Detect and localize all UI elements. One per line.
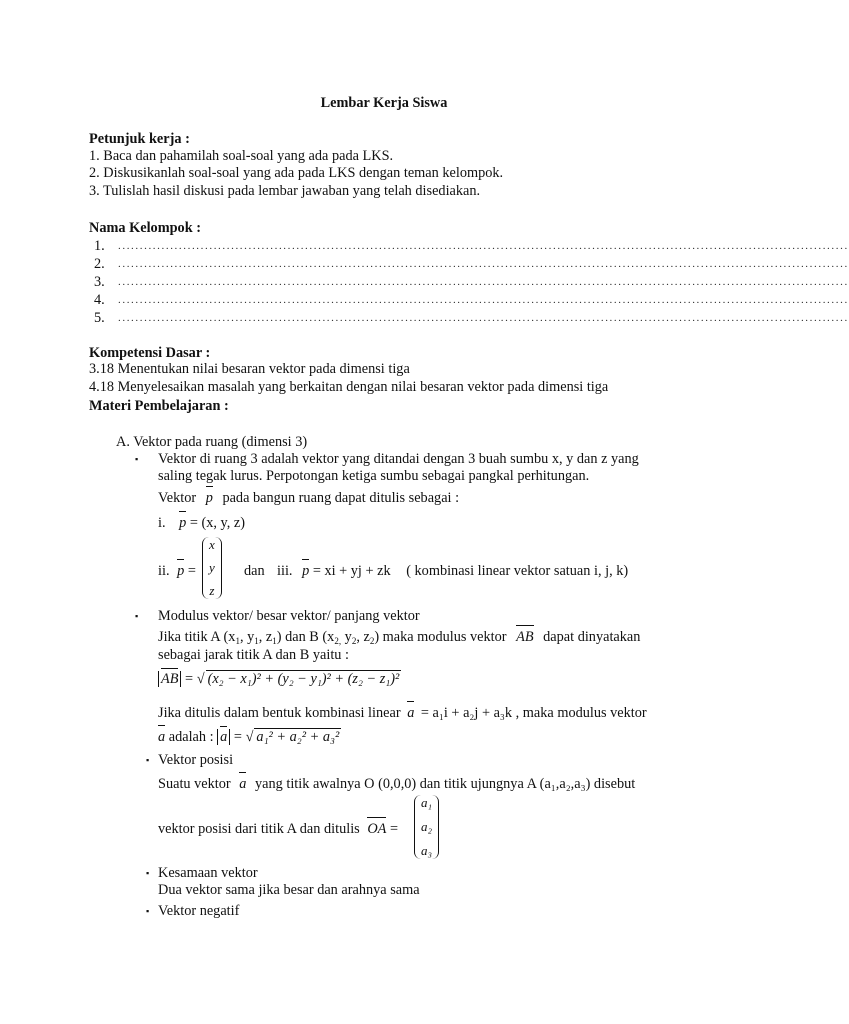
modulus-formula: AB = √ (x₂ − x₁)² + (y₂ − y₁)² + (z₂ − z₁)²: [158, 670, 401, 688]
bullet-icon: ▪: [146, 906, 150, 916]
b3-line: vektor posisi dari titik A dan ditulis OA =: [158, 821, 399, 837]
kompetensi-item: 3.18 Menentukan nilai besaran vektor pada dimensi tiga: [89, 361, 410, 377]
column-vector-p: x y z: [202, 537, 222, 599]
bullet-icon: ▪: [135, 454, 139, 464]
kelompok-blank-line[interactable]: ........................................................................................................................................................................: [118, 258, 849, 270]
kelompok-number: 1.: [94, 238, 105, 254]
petunjuk-item: 3. Tulislah hasil diskusi pada lembar jawaban yang telah disediakan.: [89, 183, 481, 199]
page-title: Lembar Kerja Siswa: [320, 95, 448, 111]
section-a-title: A. Vektor pada ruang (dimensi 3): [116, 434, 308, 450]
kelompok-number: 3.: [94, 274, 105, 290]
kelompok-number: 4.: [94, 292, 105, 308]
b1-form-ii: ii. p =: [158, 563, 196, 579]
b2-linear-line: Jika ditulis dalam bentuk kombinasi linear a = a₁i + a₂j + a₃k , maka modulus vektor: [158, 705, 647, 721]
kompetensi-heading: Kompetensi Dasar :: [89, 345, 211, 361]
b1-line: saling tegak lurus. Perpotongan ketiga sumbu sebagai pangkal perhitungan.: [158, 468, 590, 484]
b2-line: sebagai jarak titik A dan B yaitu :: [158, 647, 349, 663]
b5-title: Vektor negatif: [158, 903, 240, 919]
bullet-icon: ▪: [135, 611, 139, 621]
b2-title: Modulus vektor/ besar vektor/ panjang vektor: [158, 608, 420, 624]
kelompok-number: 2.: [94, 256, 105, 272]
b4-title: Kesamaan vektor: [158, 865, 258, 881]
b1-form-i: i. p = (x, y, z): [158, 515, 246, 531]
b1-line: Vektor di ruang 3 adalah vektor yang ditandai dengan 3 buah sumbu x, y dan z yang: [158, 451, 639, 467]
petunjuk-item: 1. Baca dan pahamilah soal-soal yang ada pada LKS.: [89, 148, 394, 164]
b1-dan: dan: [244, 563, 265, 579]
bullet-icon: ▪: [146, 868, 150, 878]
b3-line: Suatu vektor a yang titik awalnya O (0,0,0) dan titik ujungnya A (a₁,a₂,a₃) disebut: [158, 776, 636, 792]
kelompok-blank-line[interactable]: ........................................................................................................................................................................: [118, 240, 849, 252]
petunjuk-heading: Petunjuk kerja :: [89, 131, 190, 147]
kelompok-blank-line[interactable]: ........................................................................................................................................................................: [118, 276, 849, 288]
kelompok-number: 5.: [94, 310, 105, 326]
column-vector-oa: a₁ a₂ a₃: [414, 795, 439, 859]
petunjuk-item: 2. Diskusikanlah soal-soal yang ada pada LKS dengan teman kelompok.: [89, 165, 504, 181]
b2-adalah-line: a adalah : a = √ a₁² + a₂² + a₃²: [158, 729, 340, 745]
bullet-icon: ▪: [146, 755, 150, 765]
b3-title: Vektor posisi: [158, 752, 234, 768]
kelompok-blank-line[interactable]: ........................................................................................................................................................................: [118, 294, 849, 306]
kompetensi-item: 4.18 Menyelesaikan masalah yang berkaitan dengan nilai besaran vektor pada dimensi tiga: [89, 379, 609, 395]
b4-line: Dua vektor sama jika besar dan arahnya sama: [158, 882, 420, 898]
b1-vektor-line: Vektor p pada bangun ruang dapat ditulis sebagai :: [158, 490, 460, 506]
materi-heading: Materi Pembelajaran :: [89, 398, 229, 414]
kelompok-heading: Nama Kelompok :: [89, 220, 201, 236]
b1-form-iii: iii. p = xi + yj + zk ( kombinasi linear vektor satuan i, j, k): [277, 563, 629, 579]
b2-line: Jika titik A ($x_1$, $y_1$, $z_1$) dan B ($x_{2,}$ $y_2$, $z_2$) maka modulus vektor AB dapat dinyatakan: [158, 629, 641, 646]
kelompok-blank-line[interactable]: ........................................................................................................................................................................: [118, 312, 849, 324]
